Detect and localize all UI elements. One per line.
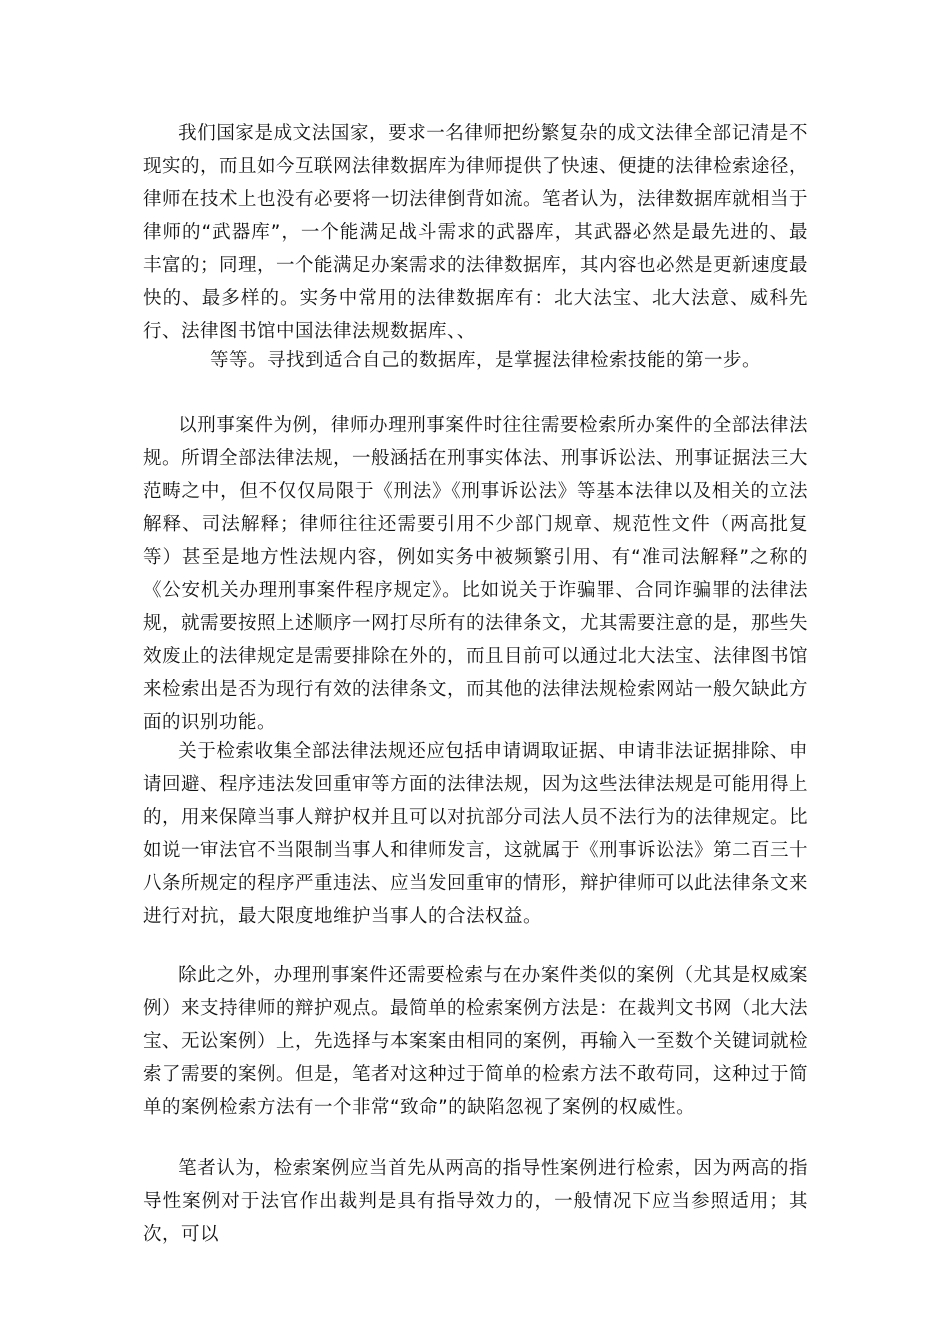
paragraph-legal-databases: 我们国家是成文法国家，要求一名律师把纷繁复杂的成文法律全部记清是不现实的，而且如今互联网法律数据库为律师提供了快速、便捷的法律检索途径，律师在技术上也没有必要将一切法律倒背如流。笔者认为，法律数据库就相当于律师的“武器库”，一个能满足战斗需求的武器库，其武器必然是最先进的、最丰富的；同理，一个能满足办案需求的法律数据库，其内容也必然是更新速度最快的、最多样的。实务中常用的法律数据库有：北大法宝、北大法意、威科先行、法律图书馆中国法律法规数据库、、 <box>143 123 809 342</box>
paragraph-criminal-case-example: 以刑事案件为例，律师办理刑事案件时往往需要检索所办案件的全部法律法规。所谓全部法律法规，一般涵括在刑事实体法、刑事诉讼法、刑事证据法三大范畴之中，但不仅仅局限于《刑法》《刑事诉讼法》等基本法律以及相关的立法解释、司法解释；律师往往还需要引用不少部门规章、规范性文件（两高批复等）甚至是地方性法规内容，例如实务中被频繁引用、有“准司法解释”之称的《公安机关办理刑事案件程序规定》。比如说关于诈骗罪、合同诈骗罪的法律法规，就需要按照上述顺序一网打尽所有的法律条文，尤其需要注意的是，那些失效废止的法律规定是需要排除在外的，而且目前可以通过北大法宝、法律图书馆来检索出是否为现行有效的法律条文，而其他的法律法规检索网站一般欠缺此方面的识别功能。 <box>143 415 809 733</box>
paragraph-case-search: 除此之外，办理刑事案件还需要检索与在办案件类似的案例（尤其是权威案例）来支持律师的辩护观点。最简单的检索案例方法是：在裁判文书网（北大法宝、无讼案例）上，先选择与本案案由相同的案例，再输入一至数个关键词就检索了需要的案例。但是，笔者对这种过于简单的检索方法不敢苟同，这种过于简单的案例检索方法有一个非常“致命”的缺陷忽视了案例的权威性。 <box>143 965 809 1118</box>
paragraph-databases-continuation: 等等。寻找到适合自己的数据库，是掌握法律检索技能的第一步。 <box>210 350 762 371</box>
paragraph-procedural-laws: 关于检索收集全部法律法规还应包括申请调取证据、申请非法证据排除、申请回避、程序违法发回重审等方面的法律法规，因为这些法律法规是可能用得上的，用来保障当事人辩护权并且可以对抗部分司法人员不法行为的法律规定。比如说一审法官不当限制当事人和律师发言，这就属于《刑事诉讼法》第二百三十八条所规定的程序严重违法、应当发回重审的情形，辩护律师可以此法律条文来进行对抗，最大限度地维护当事人的合法权益。 <box>143 741 809 927</box>
paragraph-guiding-cases: 笔者认为，检索案例应当首先从两高的指导性案例进行检索，因为两高的指导性案例对于法官作出裁判是具有指导效力的，一般情况下应当参照适用；其次，可以 <box>143 1158 808 1245</box>
